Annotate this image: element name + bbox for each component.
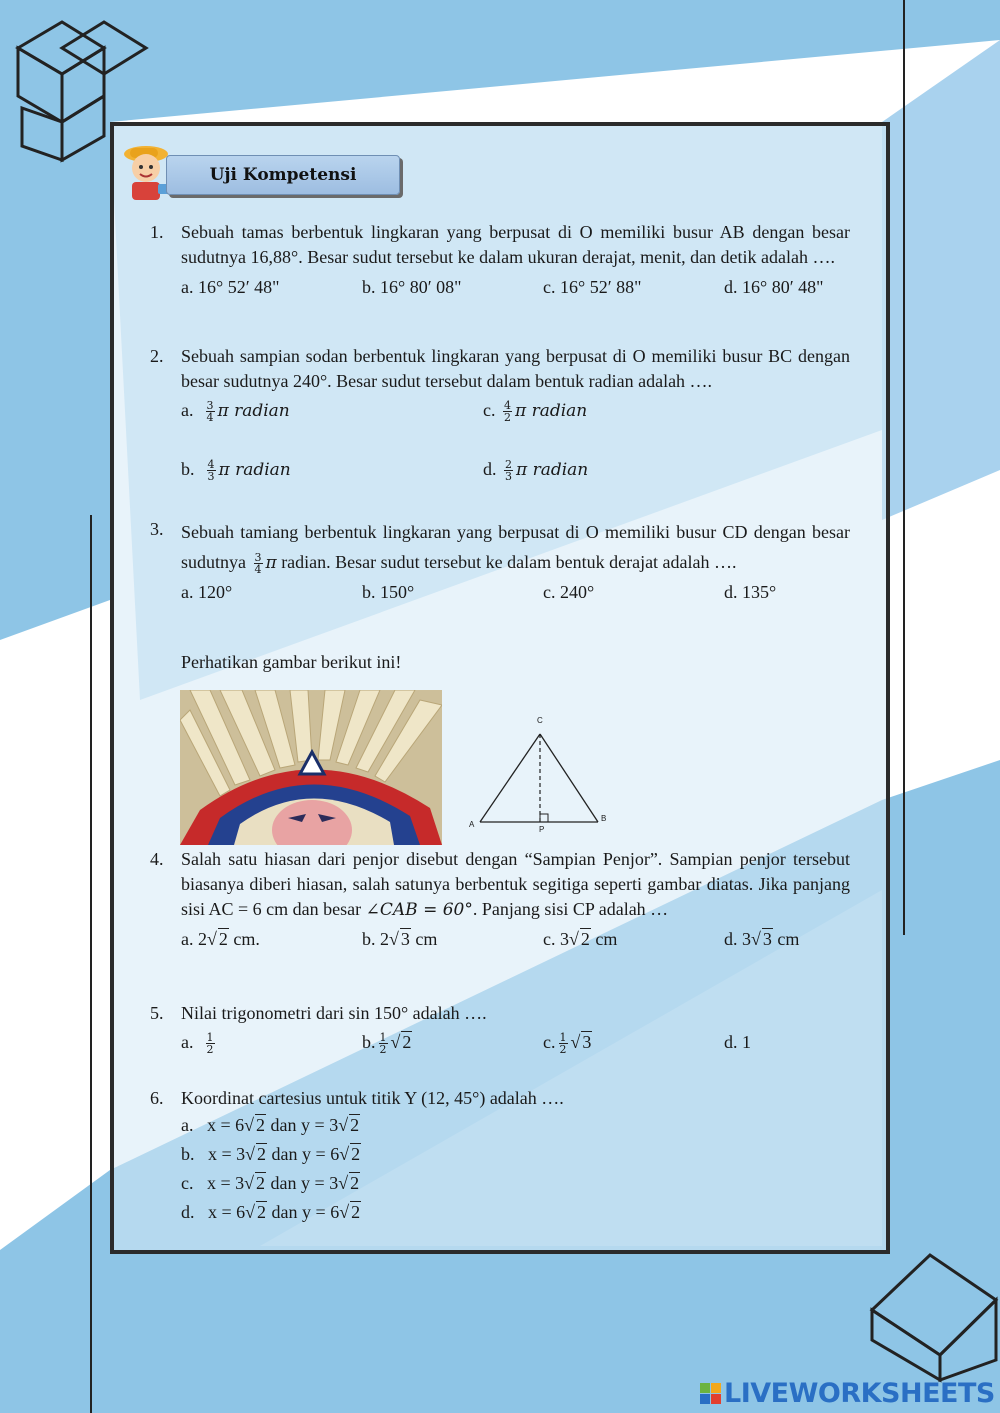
logo-text: LIVEWORKSHEETS: [724, 1378, 995, 1409]
vertex-label-b: B: [601, 814, 607, 823]
question-number: 5.: [150, 1003, 164, 1023]
vertex-label-a: A: [469, 820, 475, 829]
answer-options: [181, 580, 850, 606]
option-b[interactable]: b. 150°: [362, 582, 415, 602]
option-d[interactable]: d. 16° 80′ 48": [724, 277, 824, 297]
option-b[interactable]: b. 2√ 3 cm: [362, 929, 438, 949]
option-b[interactable]: b. 16° 80′ 08": [362, 277, 462, 297]
option-d[interactable]: d. 3√ 3 cm: [724, 929, 800, 949]
option-a[interactable]: a. $\frac{3}{4}$ π radian: [181, 399, 290, 425]
option-b[interactable]: b. $\frac{4}{3}$ π radian: [181, 458, 291, 484]
option-b[interactable]: b. $\frac{1}{2}$ √ 2: [362, 1031, 412, 1057]
question-number: 3.: [150, 519, 164, 539]
option-c[interactable]: c. 240°: [543, 582, 595, 602]
option-a[interactable]: a. 2√ 2 cm.: [181, 929, 260, 949]
option-c[interactable]: c. x = 3√ 2 dan y = 3√ 2: [181, 1173, 360, 1193]
option-d[interactable]: d. $\frac{2}{3}$ π radian: [483, 458, 589, 484]
answer-options: [181, 1030, 850, 1060]
question-number: 1.: [150, 222, 164, 242]
vertex-label-p: P: [539, 825, 545, 834]
answer-options: [181, 275, 850, 301]
option-c[interactable]: c. $\frac{4}{2}$ π radian: [483, 399, 588, 425]
question-number: 6.: [150, 1088, 164, 1108]
question-text: Sebuah sampian sodan berbentuk lingkaran yang berpusat di O memiliki busur BC dengan besar sudutnya 240°. Besar sudut tersebut dalam bentuk radian adalah ….: [181, 346, 850, 391]
option-a[interactable]: a. 16° 52′ 48": [181, 277, 280, 297]
question-text: Nilai trigonometri dari sin 150° adalah ….: [181, 1003, 487, 1023]
question-3: [150, 517, 850, 606]
option-c[interactable]: c. 3√ 2 cm: [543, 929, 618, 949]
option-d[interactable]: d. x = 6√ 2 dan y = 6√ 2: [181, 1202, 361, 1222]
liveworksheets-logo: [700, 1378, 995, 1409]
section-title: Uji Kompetensi: [166, 155, 400, 195]
answer-options: [181, 927, 850, 953]
option-a[interactable]: a. x = 6√ 2 dan y = 3√ 2: [181, 1115, 360, 1135]
question-number: 4.: [150, 849, 164, 869]
logo-grid-icon: [700, 1383, 721, 1404]
option-c[interactable]: c. $\frac{1}{2}$ √ 3: [543, 1031, 592, 1057]
option-c[interactable]: c. 16° 52′ 88": [543, 277, 642, 297]
question-text: Sebuah tamas berbentuk lingkaran yang berpusat di O memiliki busur AB dengan besar sudutnya 16,88°. Besar sudut tersebut ke dalam ukuran derajat, menit, dan detik adalah ….: [181, 222, 850, 267]
question-text: Salah satu hiasan dari penjor disebut dengan “Sampian Penjor”. Sampian penjor tersebut biasanya diberi hiasan, salah satunya berbentuk segitiga seperti gambar diatas. Jika panjang sisi AC = 6 cm dan besar ∠CAB = 60°. Panjang sisi CP adalah …: [181, 849, 850, 920]
triangle-diagram: [460, 712, 620, 837]
option-a[interactable]: a. $\frac{1}{2}$: [181, 1031, 214, 1057]
question-text: Sebuah tamiang berbentuk lingkaran yang berpusat di O memiliki busur CD dengan besar sudutnya $\frac{3}{4}$ π radian. Besar sudut tersebut ke dalam bentuk derajat adalah ….: [181, 522, 850, 577]
option-d[interactable]: d. 1: [724, 1032, 751, 1052]
option-d[interactable]: d. 135°: [724, 582, 777, 602]
sampian-penjor-photo: [180, 690, 442, 845]
answer-options: [181, 1111, 850, 1227]
question-number: 2.: [150, 346, 164, 366]
question-2: [150, 344, 850, 483]
vertex-label-c: C: [537, 716, 543, 725]
question-text: Koordinat cartesius untuk titik Y (12, 45°) adalah ….: [181, 1088, 564, 1108]
option-a[interactable]: a. 120°: [181, 582, 233, 602]
option-b[interactable]: b. x = 3√ 2 dan y = 6√ 2: [181, 1144, 361, 1164]
question-6: [150, 1086, 850, 1227]
figure-instruction: Perhatikan gambar berikut ini!: [181, 652, 402, 672]
question-4: [150, 847, 850, 953]
question-5: [150, 1001, 850, 1060]
answer-options: [181, 398, 850, 458]
answer-options-row-2: [181, 457, 850, 483]
question-1: [150, 220, 850, 301]
